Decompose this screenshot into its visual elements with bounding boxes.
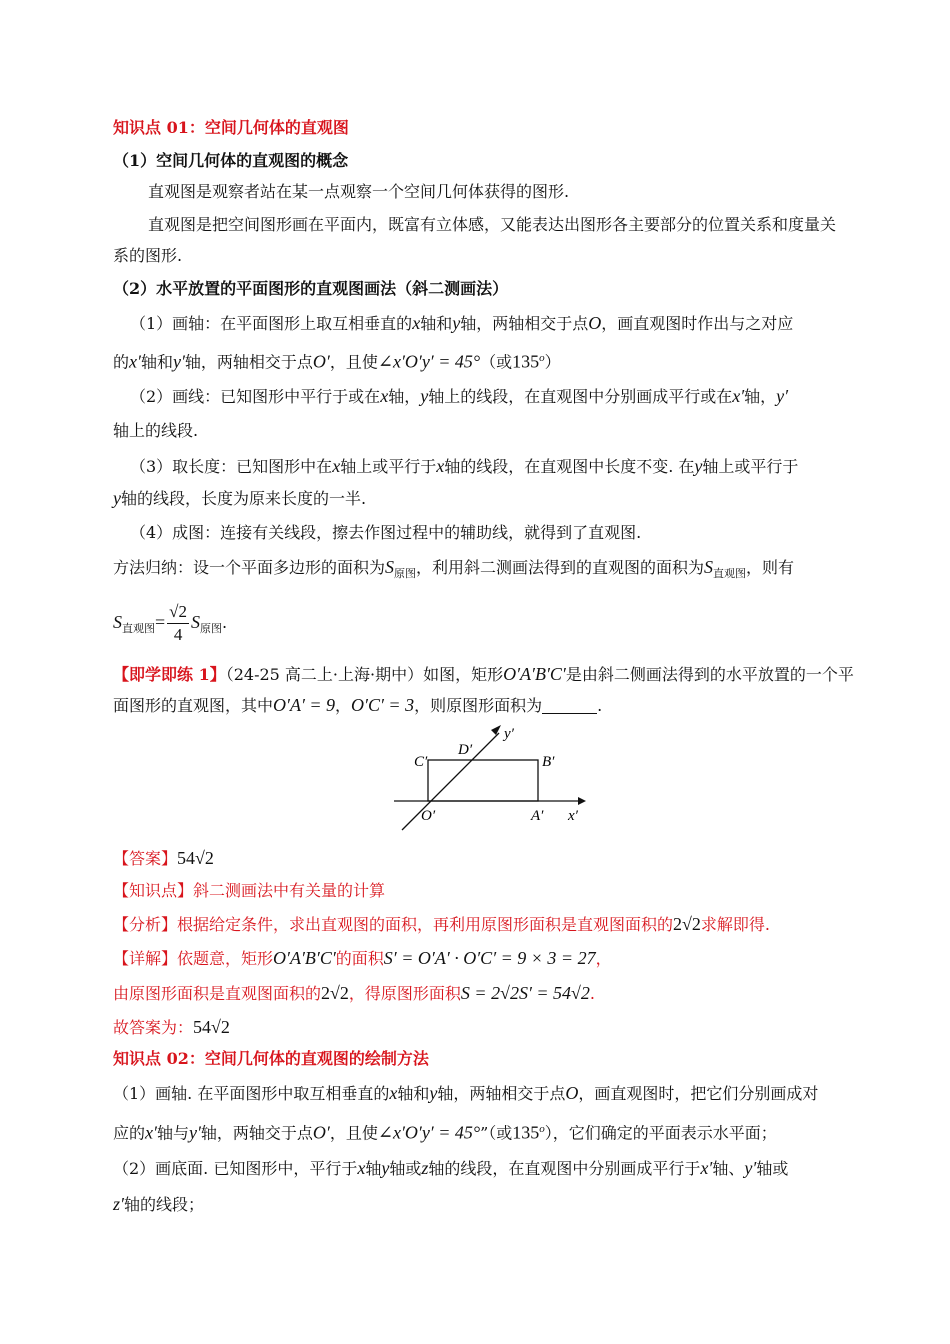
sym-y-prime: y′ xyxy=(776,386,789,406)
detail-equation2: S = 2√2S′ = 54√2 xyxy=(460,983,590,1003)
method-text-a: 方法归纳：设一个平面多边形的面积为 xyxy=(113,558,386,577)
sym-y: y xyxy=(113,488,121,508)
kp1-section2-heading: （2）水平放置的平面图形的直观图画法（斜二测画法） xyxy=(113,279,509,298)
exercise-source: （24-25 高二上·上海·期中）如图，矩形 xyxy=(225,665,504,684)
sym-O: O xyxy=(588,313,602,333)
analysis-text1: 根据给定条件，求出直观图的面积，再利用原图形面积是直观图面积的 xyxy=(177,915,674,934)
kp2-line4 xyxy=(113,1193,873,1216)
sym-x: x xyxy=(357,1158,366,1178)
detail-line1 xyxy=(113,947,873,970)
sym-x: x xyxy=(412,313,421,333)
kp2-text-q: 轴的线段； xyxy=(123,1195,204,1214)
kp1-paragraph2-line1: 直观图是把空间图形画在平面内，既富有立体感，又能表达出图形各主要部分的位置关系和度量关 xyxy=(148,215,837,234)
step1-text-e: 的 xyxy=(113,352,130,372)
degree-135: 135 xyxy=(512,351,540,372)
label-B: B′ xyxy=(542,754,555,770)
kp2-text-a: （1）画轴. 在平面图形中取互相垂直的 xyxy=(113,1084,390,1103)
sym-x: x xyxy=(332,456,341,476)
exercise-eq1: O′A′ = 9 xyxy=(273,695,336,715)
angle-formula: ∠x′O′y′ = 45° xyxy=(377,351,481,372)
kp2-text-l: 轴 xyxy=(365,1159,382,1178)
rectangle-OABC xyxy=(428,760,538,801)
exercise-line1 xyxy=(113,663,873,686)
step2-text-b: 轴， xyxy=(388,387,421,406)
kp2-text-o: 轴、 xyxy=(712,1159,745,1178)
sym-y: y xyxy=(420,386,429,406)
analysis-value: 2√2 xyxy=(673,914,701,934)
label-A: A′ xyxy=(531,808,544,824)
kp1-paragraph2-line2: 系的图形. xyxy=(113,246,183,265)
fraction xyxy=(167,601,189,646)
step1-text-g: 轴，两轴相交于点 xyxy=(184,352,313,372)
detail-text4: 由原图形面积是直观图面积的 xyxy=(113,984,322,1003)
sym-O-prime: O′ xyxy=(312,351,330,372)
sub-view: 直观图 xyxy=(713,567,747,580)
sym-x-prime: x′ xyxy=(129,351,141,372)
step2-line1 xyxy=(130,385,890,408)
kp1-section1-heading: （1）空间几何体的直观图的概念 xyxy=(113,151,349,170)
label-O: O′ xyxy=(421,808,436,824)
kp2-text-n: 轴的线段，在直观图中分别画成平行于 xyxy=(428,1159,701,1178)
kp1-paragraph1: 直观图是观察者站在某一点观察一个空间几何体获得的图形. xyxy=(148,182,570,201)
kp2-text-f: 轴与 xyxy=(156,1123,189,1143)
sym-y-prime: y′ xyxy=(744,1158,757,1178)
kp2-text-d: ，画直观图时，把它们分别画成对 xyxy=(578,1084,819,1103)
sym-y-prime: y′ xyxy=(188,1122,201,1143)
y-axis-line xyxy=(402,733,499,830)
step3-text-d: 轴上或平行于 xyxy=(702,457,799,476)
answer-line xyxy=(113,847,873,870)
step1-text-i: （或 xyxy=(480,352,513,372)
kp2-angle-formula: ∠x′O′y′ = 45° xyxy=(377,1122,481,1143)
degree-mark: o xyxy=(539,352,545,364)
sub-original: 原图 xyxy=(200,622,222,635)
kp2-text-j: ），它们确定的平面表示水平面； xyxy=(544,1123,777,1143)
detail-line2 xyxy=(113,982,873,1005)
step3-text-a: （3）取长度：已知图形中在 xyxy=(130,457,333,476)
method-text-b: ，利用斜二测画法得到的直观图的面积为 xyxy=(416,558,705,577)
step1-text-c: 轴，两轴相交于点 xyxy=(460,314,589,333)
sym-y-prime: y′ xyxy=(172,351,185,372)
sym-S: S xyxy=(704,557,714,577)
sym-S: S xyxy=(113,612,122,632)
step3-text-e: 轴的线段，长度为原来长度的一半. xyxy=(121,489,367,508)
sym-x: x xyxy=(389,1083,398,1103)
sym-S: S xyxy=(191,612,200,632)
detail-text6: . xyxy=(589,984,596,1003)
step3-line1 xyxy=(130,455,890,478)
sym-z: z xyxy=(421,1158,429,1178)
label-C: C′ xyxy=(414,754,428,770)
exercise-text2: 面图形的直观图，其中 xyxy=(113,696,274,715)
sub-original: 原图 xyxy=(394,567,417,580)
kp2-text-h: ，且使 xyxy=(329,1123,378,1143)
y-axis-arrow xyxy=(491,725,501,735)
kp2-degree-135: 135 xyxy=(512,1122,540,1143)
kp2-text-p: 轴或 xyxy=(756,1159,789,1178)
kp2-text-c: 轴，两轴相交于点 xyxy=(437,1084,566,1103)
kp2-line1 xyxy=(113,1082,873,1105)
kp2-text-g: 轴，两轴交于点 xyxy=(200,1123,313,1143)
method-formula: $S_{直观图}=$ $\frac{√2}{4}$ $S_{原图}$. xyxy=(113,602,228,644)
sym-O-prime: O′ xyxy=(312,1122,330,1143)
step3-text-c: 轴的线段，在直观图中长度不变. 在 xyxy=(444,457,695,476)
exercise-text1: 是由斜二侧画法得到的水平放置的一个平 xyxy=(565,665,854,684)
method-text-c: ，则有 xyxy=(746,558,795,577)
step1-line2 xyxy=(113,347,873,373)
sub-view: 直观图 xyxy=(122,622,155,635)
analysis-tag: 【分析】 xyxy=(113,915,178,934)
detail-text1: 依题意，矩形 xyxy=(177,949,274,968)
sym-y: y xyxy=(429,1083,438,1103)
detail-text5: ，得原图形面积 xyxy=(348,984,461,1003)
fraction-denominator: 4 xyxy=(173,625,183,644)
method-line1 xyxy=(113,556,873,585)
analysis-line xyxy=(113,913,873,936)
kp2-degree-mark: o xyxy=(539,1123,545,1135)
kp2-text-e: 应的 xyxy=(113,1123,146,1143)
kp2-title: 知识点 02：空间几何体的直观图的绘制方法 xyxy=(113,1049,429,1068)
kp2-text-i: ”（或 xyxy=(480,1123,513,1143)
knowledge-text: 斜二测画法中有关量的计算 xyxy=(193,881,386,900)
step2-text-d: 轴， xyxy=(744,387,777,406)
answer-blank xyxy=(542,697,597,714)
final-answer-label: 故答案为： xyxy=(113,1018,194,1037)
sym-y: y xyxy=(694,456,703,476)
step2-text-c: 轴上的线段，在直观图中分别画成平行或在 xyxy=(428,387,733,406)
exercise-text3: ，则原图形面积为 xyxy=(414,696,543,715)
kp2-line2 xyxy=(113,1118,873,1144)
exercise-text4: . xyxy=(597,696,603,715)
knowledge-tag: 【知识点】 xyxy=(113,881,194,900)
step3-line2 xyxy=(113,487,873,510)
exercise-eq2: O′C′ = 3 xyxy=(351,695,415,715)
sym-x-prime: x′ xyxy=(145,1122,157,1143)
analysis-text2: 求解即得. xyxy=(700,915,771,934)
kp2-text-k: （2）画底面. 已知图形中，平行于 xyxy=(113,1159,358,1178)
step4-line: （4）成图：连接有关线段，擦去作图过程中的辅助线，就得到了直观图. xyxy=(130,523,642,542)
detail-equation: S′ = O′A′ · O′C′ = 9 × 3 = 27 xyxy=(383,948,596,968)
oblique-diagram xyxy=(390,722,590,837)
kp2-text-b: 轴和 xyxy=(397,1084,430,1103)
exercise-tag: 【即学即练 1】 xyxy=(113,665,226,684)
x-axis-arrow xyxy=(578,797,586,805)
answer-tag: 【答案】 xyxy=(113,849,178,868)
step1-text-a: （1）画轴：在平面图形上取互相垂直的 xyxy=(130,314,413,333)
sym-x: x xyxy=(380,386,389,406)
answer-value: 54√2 xyxy=(177,848,214,868)
step1-text-h: ，且使 xyxy=(329,352,378,372)
fraction-numerator: √2 xyxy=(167,601,189,624)
label-D: D′ xyxy=(458,742,473,758)
step1-text-j: ） xyxy=(544,352,561,372)
sym-z-prime: z′ xyxy=(113,1194,124,1214)
detail-text3: ， xyxy=(595,949,612,968)
sym-S: S xyxy=(385,557,395,577)
exercise-comma: ， xyxy=(335,696,352,715)
sym-y: y xyxy=(381,1158,390,1178)
sym-x: x xyxy=(436,456,445,476)
label-y: y′ xyxy=(504,726,514,742)
sym-x-prime: x′ xyxy=(732,386,745,406)
sym-O: O xyxy=(565,1083,579,1103)
exercise-rect: O′A′B′C′ xyxy=(503,664,566,684)
sym-y: y xyxy=(452,313,461,333)
step1-text-b: 轴和 xyxy=(420,314,453,333)
step1-text-d: ，画直观图时作出与之对应 xyxy=(601,314,794,333)
step1-line1 xyxy=(130,312,890,335)
knowledge-line xyxy=(113,880,873,902)
final-answer-line xyxy=(113,1016,873,1039)
sym-x-prime: x′ xyxy=(700,1158,713,1178)
step1-text-f: 轴和 xyxy=(140,352,173,372)
kp2-text-m: 轴或 xyxy=(389,1159,422,1178)
kp1-title: 知识点 01：空间几何体的直观图 xyxy=(113,118,349,137)
step2-line2: 轴上的线段. xyxy=(113,421,199,440)
final-answer-value: 54√2 xyxy=(193,1017,230,1037)
step3-text-b: 轴上或平行于 xyxy=(340,457,437,476)
detail-value: 2√2 xyxy=(321,983,349,1003)
step2-text-a: （2）画线：已知图形中平行于或在 xyxy=(130,387,381,406)
detail-text2: 的面积 xyxy=(335,949,384,968)
kp2-line3 xyxy=(113,1157,873,1180)
exercise-line2 xyxy=(113,694,873,717)
label-x: x′ xyxy=(568,808,578,824)
detail-rect: O′A′B′C′ xyxy=(273,948,336,968)
detail-tag: 【详解】 xyxy=(113,949,178,968)
